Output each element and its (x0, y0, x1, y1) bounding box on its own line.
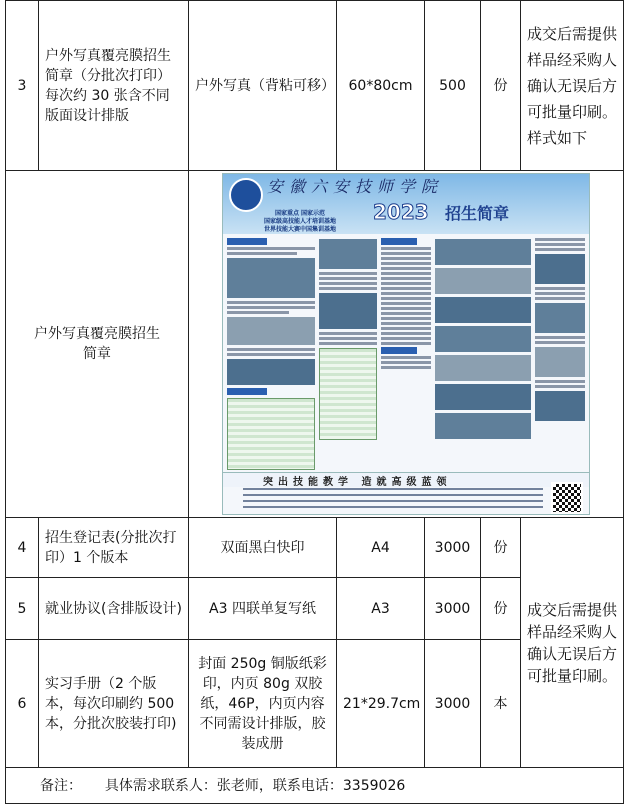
table-row (6, 518, 624, 578)
poster-slogan-line: 国家级高技能人才培训基地 (263, 218, 336, 225)
poster-year: 2023 (373, 200, 429, 224)
item-unit: 份 (481, 518, 521, 578)
poster-contact-block (243, 488, 543, 512)
item-name: 户外写真覆亮膜招生简章（分批次打印）每次约 30 张含不同版面设计排版 (39, 1, 189, 171)
item-quantity: 500 (425, 1, 481, 171)
item-spec: 封面 250g 铜版纸彩印，内页 80g 双胶纸，46P，内页内容不同需设计排版，胶装成册 (189, 640, 337, 768)
row-number: 6 (6, 640, 39, 768)
item-quantity: 3000 (425, 578, 481, 640)
sample-label: 户外写真覆亮膜招生简章 (6, 171, 189, 518)
item-size: A4 (337, 518, 425, 578)
poster-slogan-line: 国家重点 国家示范 (274, 210, 326, 217)
item-name: 实习手册（2 个版本，每次印刷约 500 本，分批次胶装打印) (39, 640, 189, 768)
sample-poster (222, 173, 590, 515)
item-unit: 份 (481, 1, 521, 171)
item-name: 招生登记表(分批次打印）1 个版本 (39, 518, 189, 578)
item-unit: 份 (481, 578, 521, 640)
poster-school-name: 安徽六安技师学院 (267, 177, 444, 196)
item-unit: 本 (481, 640, 521, 768)
poster-column (535, 236, 585, 472)
poster-slogan (235, 210, 365, 234)
poster-column (381, 236, 431, 472)
item-spec: 户外写真（背粘可移） (189, 1, 337, 171)
remark-cell (6, 768, 624, 804)
poster-column (319, 236, 377, 472)
table-row (6, 1, 624, 171)
poster-body (227, 236, 585, 472)
remark-row (6, 768, 624, 804)
school-emblem-icon (229, 178, 263, 212)
poster-brochure-title: 招生简章 (445, 204, 510, 223)
item-size: 21*29.7cm (337, 640, 425, 768)
qr-code-icon (551, 482, 583, 514)
item-spec: 双面黑白快印 (189, 518, 337, 578)
poster-motto: 突出技能教学 造就高级蓝领 (263, 477, 452, 488)
item-note: 成交后需提供样品经采购人确认无误后方可批量印刷。样式如下 (521, 1, 624, 171)
item-quantity: 3000 (425, 518, 481, 578)
sample-row (6, 171, 624, 518)
row-number: 4 (6, 518, 39, 578)
item-size: A3 (337, 578, 425, 640)
item-spec: A3 四联单复写纸 (189, 578, 337, 640)
remark-label: 备注： (40, 777, 82, 794)
item-size: 60*80cm (337, 1, 425, 171)
row-number: 5 (6, 578, 39, 640)
poster-column (227, 236, 315, 472)
merged-note: 成交后需提供样品经采购人确认无误后方可批量印刷。 (521, 518, 624, 768)
procurement-table (5, 0, 624, 804)
poster-slogan-line: 世界技能大赛中国集训基地 (263, 226, 336, 233)
sample-image-cell (189, 171, 624, 518)
row-number: 3 (6, 1, 39, 171)
item-name: 就业协议(含排版设计) (39, 578, 189, 640)
remark-contact: 具体需求联系人：张老师，联系电话：3359026 (104, 777, 406, 794)
item-quantity: 3000 (425, 640, 481, 768)
poster-column (435, 236, 531, 472)
